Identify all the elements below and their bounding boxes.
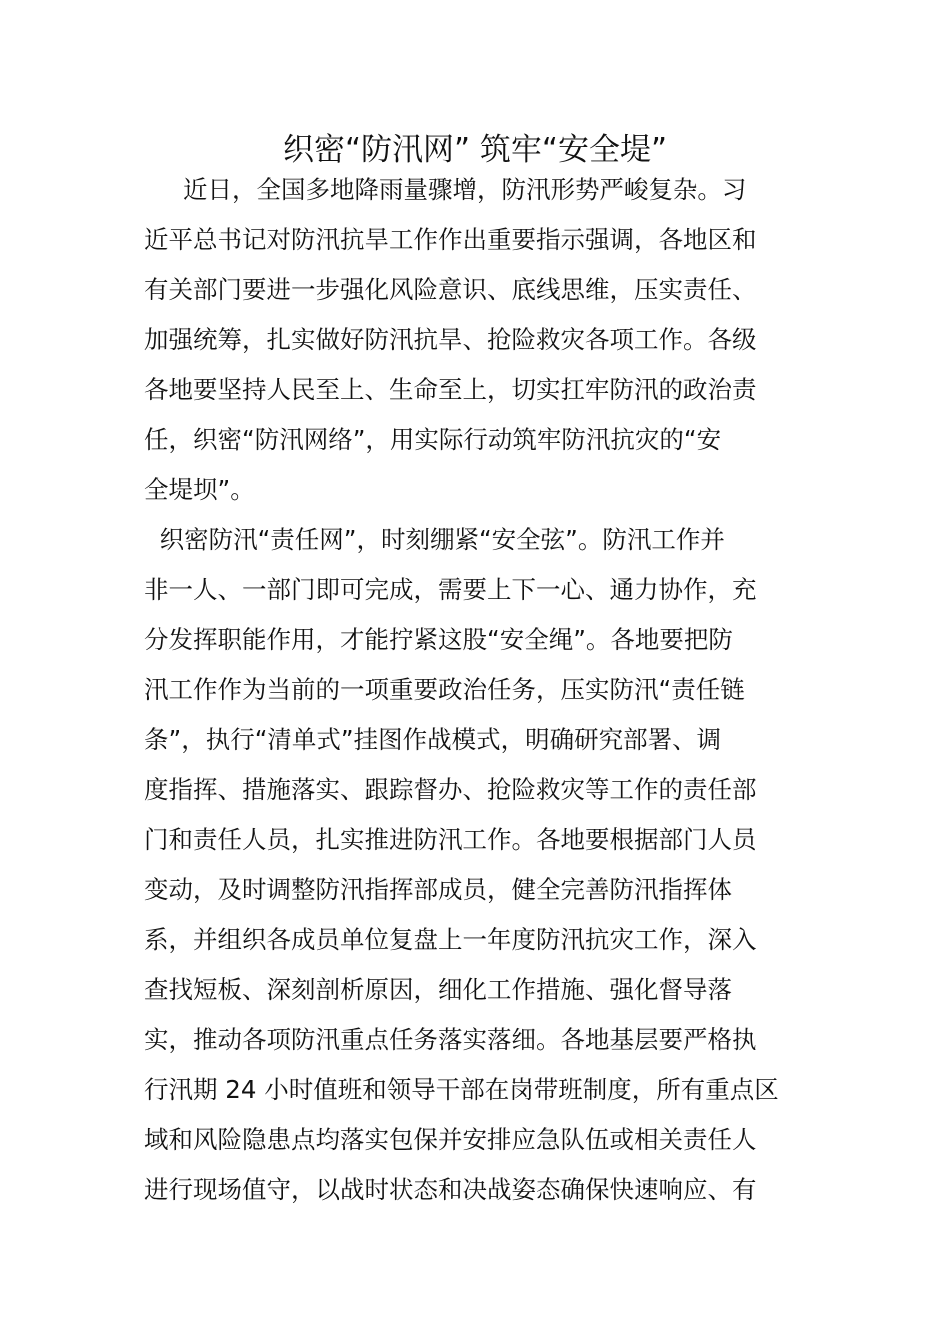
text-line: 变动，及时调整防汛指挥部成员，健全完善防汛指挥体 xyxy=(144,875,732,904)
text-line: 行汛期 24 小时值班和领导干部在岗带班制度，所有重点区 xyxy=(144,1075,779,1104)
document-body xyxy=(144,165,810,1215)
text-line: 各地要坚持人民至上、生命至上，切实扛牢防汛的政治责 xyxy=(144,375,757,404)
text-line: 分发挥职能作用，才能拧紧这股“安全绳”。各地要把防 xyxy=(144,625,733,654)
text-line: 非一人、一部门即可完成，需要上下一心、通力协作，充 xyxy=(144,575,757,604)
text-line: 查找短板、深刻剖析原因，细化工作措施、强化督导落 xyxy=(144,975,732,1004)
paragraph-responsibility-net xyxy=(144,515,810,1215)
text-line: 加强统筹，扎实做好防汛抗旱、抢险救灾各项工作。各级 xyxy=(144,325,757,354)
text-line: 实，推动各项防汛重点任务落实落细。各地基层要严格执 xyxy=(144,1025,757,1054)
text-line: 度指挥、措施落实、跟踪督办、抢险救灾等工作的责任部 xyxy=(144,775,757,804)
text-line: 门和责任人员，扎实推进防汛工作。各地要根据部门人员 xyxy=(144,825,757,854)
text-line: 系，并组织各成员单位复盘上一年度防汛抗灾工作，深入 xyxy=(144,925,757,954)
text-line: 织密防汛“责任网”，时刻绷紧“安全弦”。防汛工作并 xyxy=(144,525,725,554)
text-line: 有关部门要进一步强化风险意识、底线思维，压实责任、 xyxy=(144,275,757,304)
document-title: 织密“防汛网” 筑牢“安全堤” xyxy=(282,132,668,168)
text-line: 条”，执行“清单式”挂图作战模式，明确研究部署、调 xyxy=(144,725,722,754)
paragraph-intro xyxy=(144,165,810,515)
text-line: 域和风险隐患点均落实包保并安排应急队伍或相关责任人 xyxy=(144,1125,757,1154)
text-line: 汛工作作为当前的一项重要政治任务，压实防汛“责任链 xyxy=(144,675,745,704)
text-line: 全堤坝”。 xyxy=(144,475,255,504)
text-line: 任，织密“防汛网络”，用实际行动筑牢防汛抗灾的“安 xyxy=(144,425,722,454)
text-line: 进行现场值守，以战时状态和决战姿态确保快速响应、有 xyxy=(144,1175,757,1204)
text-line: 近平总书记对防汛抗旱工作作出重要指示强调，各地区和 xyxy=(144,225,757,254)
text-line: 近日，全国多地降雨量骤增，防汛形势严峻复杂。习 xyxy=(144,175,747,204)
